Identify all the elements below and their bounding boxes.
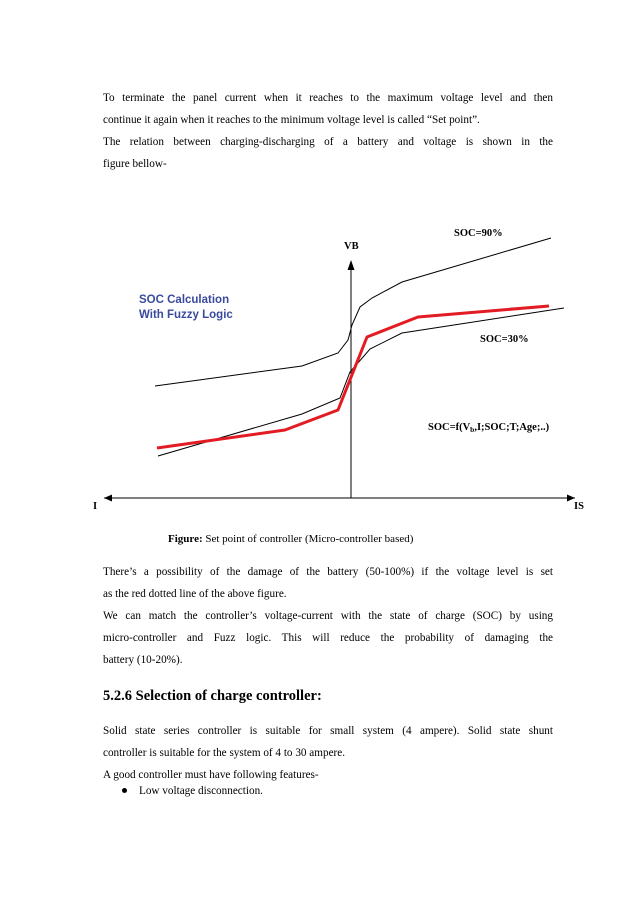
bullet-item [122, 785, 263, 797]
vb-axis-label: VB [344, 241, 359, 252]
is-axis-label: IS [574, 501, 584, 512]
bullet-dot-icon [122, 788, 127, 793]
soc-calc-label-2: With Fuzzy Logic [139, 309, 233, 321]
soc-30-curve [158, 308, 564, 456]
para-3 [103, 720, 553, 786]
para2-line-1: There’s a possibility of the damage of the battery (50-100%) if the voltage level is set [103, 566, 553, 578]
axis-arrow-up [348, 260, 355, 270]
para2-line-3: We can match the controller’s voltage-current with the state of charge (SOC) by using [103, 610, 553, 622]
para2-line-4: micro-controller and Fuzz logic. This will reduce the probability of damaging the [103, 632, 553, 644]
soc-30-label: SOC=30% [480, 334, 529, 345]
para3-line-2: controller is suitable for the system of 4 to 30 ampere. [103, 747, 346, 759]
bullet-text: Low voltage disconnection. [139, 785, 263, 797]
soc-calc-label-1: SOC Calculation [139, 294, 230, 306]
caption-text: Set point of controller (Micro-controller based) [202, 533, 414, 545]
section-heading: 5.2.6 Selection of charge controller: [103, 688, 322, 704]
i-axis-label: I [93, 501, 98, 512]
intro-line-2: continue it again when it reaches to the minimum voltage level is called “Set point”. [103, 114, 480, 126]
soc-formula-label: SOC=f(Vb,I;SOC;T;Age;..) [428, 422, 550, 434]
intro-line-3: The relation between charging-discharging of a battery and voltage is shown in the [103, 136, 553, 148]
intro-line-1: To terminate the panel current when it reaches to the maximum voltage level and then [103, 92, 553, 104]
caption-bold: Figure: [168, 533, 203, 545]
para-2 [103, 561, 553, 671]
para2-line-5: battery (10-20%). [103, 654, 183, 666]
intro-line-4: figure bellow- [103, 158, 167, 170]
para2-line-2: as the red dotted line of the above figure. [103, 588, 287, 600]
axis-arrow-left [104, 495, 112, 502]
soc-90-label: SOC=90% [454, 228, 503, 239]
para3-line-3: A good controller must have following features- [103, 769, 319, 781]
figure-caption [168, 533, 413, 545]
para3-line-1: Solid state series controller is suitable for small system (4 ampere). Solid state shunt [103, 725, 553, 737]
